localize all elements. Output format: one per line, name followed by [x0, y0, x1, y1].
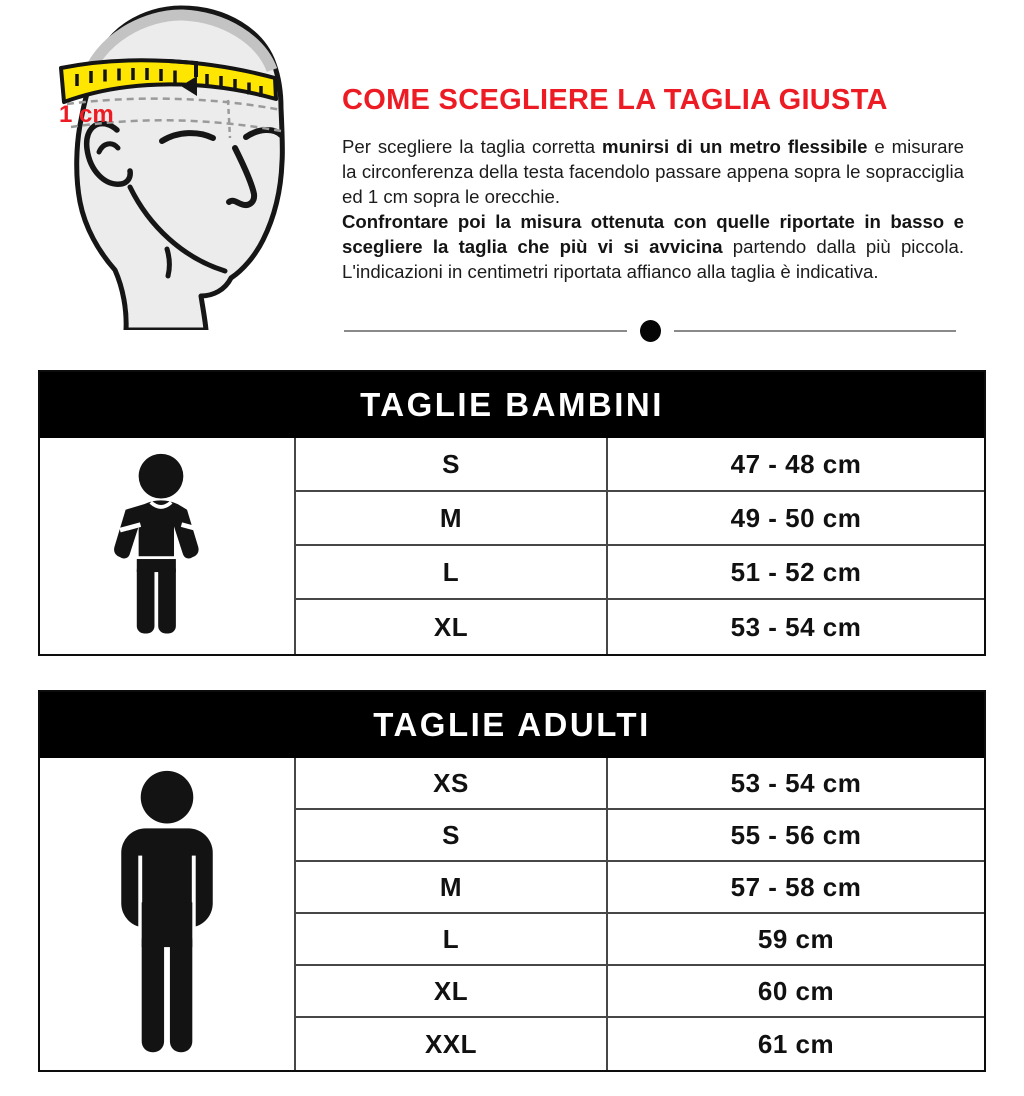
adult-icon: [40, 758, 296, 1070]
size-cell: L: [296, 914, 608, 966]
size-table-bambini: [38, 370, 986, 656]
intro-section: [0, 0, 1024, 332]
intro-paragraph-1: Per scegliere la taglia corretta munirsi di un metro flessibile e misurare la circonferenza della testa facendolo passare appena sopra le sopracciglia ed 1 cm sopra le orecchie.: [342, 136, 964, 207]
size-cell: XL: [296, 966, 608, 1018]
size-table-adulti: [38, 690, 986, 1072]
size-cell: XL: [296, 600, 608, 654]
page-title: COME SCEGLIERE LA TAGLIA GIUSTA: [342, 84, 888, 116]
cm-cell: 47 - 48 cm: [608, 438, 984, 492]
cm-cell: 61 cm: [757, 1028, 835, 1059]
cm-cell: 49 - 50 cm: [608, 492, 984, 546]
child-icon: [40, 438, 296, 654]
cm-cell: 51 - 52 cm: [608, 546, 984, 600]
intro-text: [332, 0, 1024, 332]
table-header-bambini: TAGLIE BAMBINI: [40, 372, 984, 438]
one-cm-label: 1 cm: [59, 101, 114, 128]
size-cell: L: [296, 546, 608, 600]
intro-paragraph-2: Confrontare poi la misura ottenuta con quelle riportate in basso e scegliere la taglia che più vi si avvicina partendo dalla più piccola. L'indicazioni in centimetri riportata affianco alla taglia è indicativa.: [342, 211, 964, 282]
cm-cell: 55 - 56 cm: [608, 810, 984, 862]
size-cell: S: [296, 438, 608, 492]
cm-cell: 53 - 54 cm: [608, 758, 984, 810]
cm-cell: 53 - 54 cm: [730, 611, 862, 642]
cm-cell: 57 - 58 cm: [608, 862, 984, 914]
size-cell: XS: [296, 758, 608, 810]
divider-dot: [640, 320, 661, 342]
divider-line: [344, 330, 627, 332]
cm-cell: 59 cm: [608, 914, 984, 966]
divider-line: [674, 330, 957, 332]
head-with-tape-icon: [28, 0, 330, 330]
size-cell: M: [296, 862, 608, 914]
size-cell: S: [296, 810, 608, 862]
size-cell: M: [296, 492, 608, 546]
head-measurement-illustration: [28, 0, 332, 332]
table-header-adulti: TAGLIE ADULTI: [40, 692, 984, 758]
size-cell: XXL: [296, 1018, 608, 1070]
cm-cell: 60 cm: [608, 966, 984, 1018]
